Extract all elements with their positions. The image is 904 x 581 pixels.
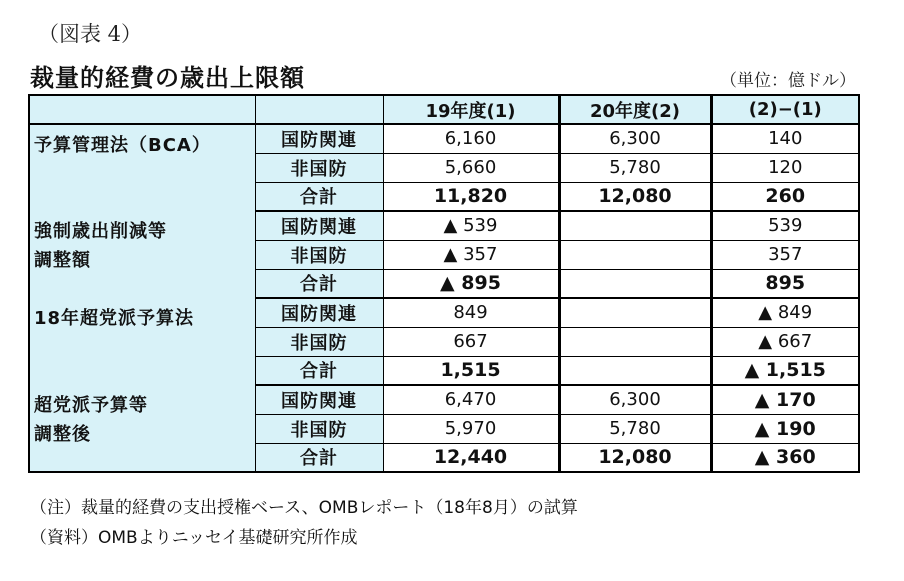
fy20-value-cell: [559, 240, 711, 269]
row-label: 非国防: [255, 240, 383, 269]
header-fy19: 19年度(1): [383, 95, 559, 124]
fy19-value-cell: ▲ 539: [383, 211, 559, 240]
fy20-value-cell: [559, 211, 711, 240]
budget-cap-table: [28, 94, 860, 473]
row-label: 合計: [255, 356, 383, 385]
row-label: 国防関連: [255, 385, 383, 414]
fy19-value-cell: 6,470: [383, 385, 559, 414]
section-label-line: 調整後: [34, 424, 91, 445]
table-row: [29, 298, 859, 327]
diff-value-cell: ▲ 1,515: [711, 356, 859, 385]
budget-cap-table-container: [28, 94, 860, 473]
fy19-value-cell: ▲ 895: [383, 269, 559, 298]
fy20-value-cell: [559, 356, 711, 385]
header-blank-cell: [29, 95, 255, 124]
fy20-value-cell: 12,080: [559, 443, 711, 472]
fy20-value-cell: 6,300: [559, 124, 711, 153]
footnote: （注）裁量的経費の支出授権ベース、OMBレポート（18年8月）の試算: [30, 498, 578, 518]
diff-value-cell: 260: [711, 182, 859, 211]
section-label: [29, 124, 255, 211]
row-label: 合計: [255, 182, 383, 211]
section-label: [29, 385, 255, 472]
diff-value-cell: ▲ 190: [711, 414, 859, 443]
section-label-line: 予算管理法（BCA）: [34, 135, 211, 156]
fy20-value-cell: [559, 298, 711, 327]
diff-value-cell: 895: [711, 269, 859, 298]
source-note: （資料）OMBよりニッセイ基礎研究所作成: [30, 528, 358, 548]
section-label-line: 強制歳出削減等: [34, 221, 167, 242]
section-label-line: 超党派予算等: [34, 395, 148, 416]
table-body: [29, 95, 859, 472]
diff-value-cell: ▲ 360: [711, 443, 859, 472]
fy19-value-cell: 5,970: [383, 414, 559, 443]
row-label: 非国防: [255, 327, 383, 356]
row-label: 非国防: [255, 414, 383, 443]
row-label: 国防関連: [255, 211, 383, 240]
fy20-value-cell: 5,780: [559, 153, 711, 182]
fy19-value-cell: 12,440: [383, 443, 559, 472]
fy19-value-cell: ▲ 357: [383, 240, 559, 269]
fy19-value-cell: 667: [383, 327, 559, 356]
fy20-value-cell: 12,080: [559, 182, 711, 211]
diff-value-cell: ▲ 849: [711, 298, 859, 327]
table-row: [29, 124, 859, 153]
table-title: 裁量的経費の歳出上限額: [30, 64, 305, 92]
diff-value-cell: ▲ 667: [711, 327, 859, 356]
section-label: [29, 298, 255, 385]
row-label: 国防関連: [255, 124, 383, 153]
row-label: 合計: [255, 269, 383, 298]
fy19-value-cell: 849: [383, 298, 559, 327]
header-diff: (2)−(1): [711, 95, 859, 124]
table-row: [29, 211, 859, 240]
figure-label: （図表 4）: [38, 22, 143, 46]
row-label: 合計: [255, 443, 383, 472]
fy19-value-cell: 11,820: [383, 182, 559, 211]
table-row: [29, 385, 859, 414]
fy20-value-cell: [559, 327, 711, 356]
section-label-line: 調整額: [34, 250, 91, 271]
fy19-value-cell: 5,660: [383, 153, 559, 182]
diff-value-cell: 357: [711, 240, 859, 269]
header-fy20: 20年度(2): [559, 95, 711, 124]
header-row: [29, 95, 859, 124]
diff-value-cell: ▲ 170: [711, 385, 859, 414]
section-label-line: 18年超党派予算法: [34, 308, 195, 329]
section-label: [29, 211, 255, 298]
fy20-value-cell: 5,780: [559, 414, 711, 443]
row-label: 国防関連: [255, 298, 383, 327]
fy19-value-cell: 1,515: [383, 356, 559, 385]
diff-value-cell: 140: [711, 124, 859, 153]
fy20-value-cell: 6,300: [559, 385, 711, 414]
row-label: 非国防: [255, 153, 383, 182]
unit-label: （単位：億ドル）: [720, 71, 856, 91]
header-blank-cell: [255, 95, 383, 124]
diff-value-cell: 539: [711, 211, 859, 240]
diff-value-cell: 120: [711, 153, 859, 182]
fy19-value-cell: 6,160: [383, 124, 559, 153]
fy20-value-cell: [559, 269, 711, 298]
